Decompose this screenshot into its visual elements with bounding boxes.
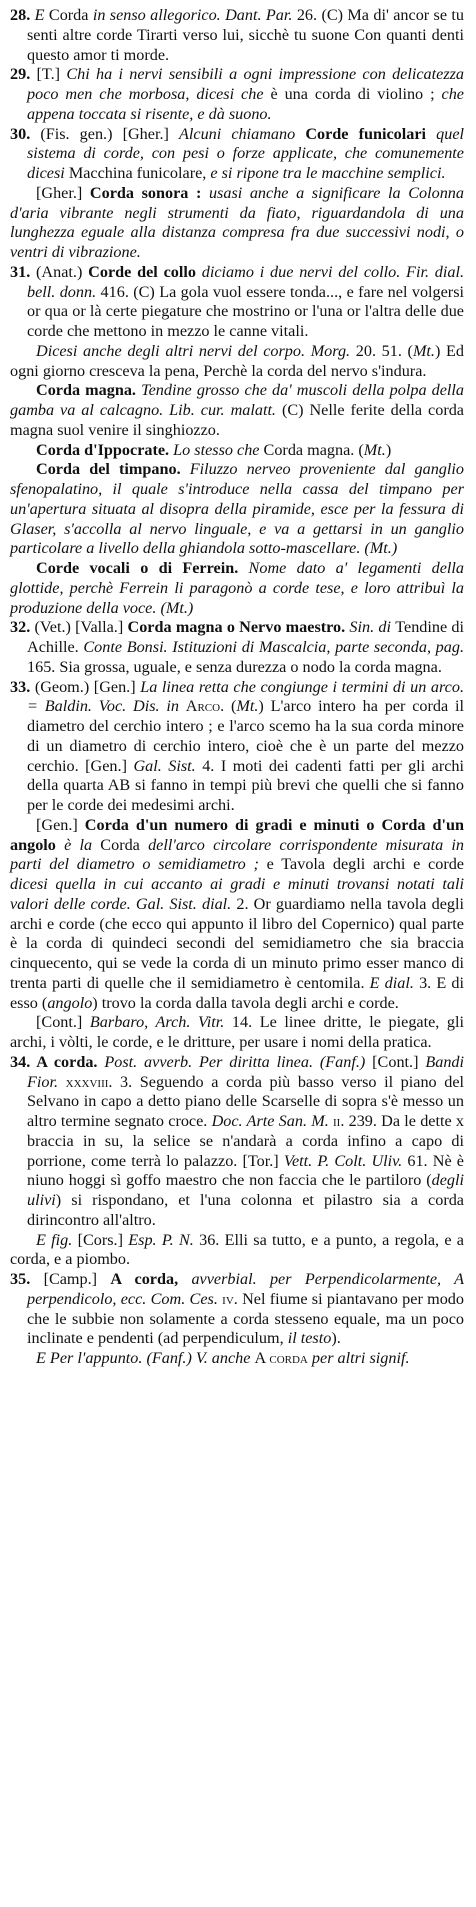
entry-text: Tendine di Achille. <box>27 618 464 656</box>
entry-text: 28. <box>10 6 35 24</box>
entry-text: Corde vocali o di Ferrein. <box>36 559 249 577</box>
entry-text: iv <box>222 1289 234 1308</box>
entry-text: [Cont.] <box>372 1052 426 1071</box>
entry-text: e si ripone tra le macchine semplici. <box>210 164 446 182</box>
entry-e28 <box>10 6 464 65</box>
entry-text: Corde funicolari <box>305 124 437 143</box>
entry-e31e <box>10 460 464 559</box>
entry-e31d <box>10 441 464 461</box>
entry-text: [Camp.] <box>43 1270 111 1288</box>
entry-text: ) Ed ogni giorno cresceva la pena, Perchè la corda del nervo s'indura. <box>10 341 464 380</box>
entry-text: usasi anche a significare la Colonna d'aria vibrante negli strumenti da fiato, riguardandola di una lunghezza eguale alla distanza compresa fra due successivi nodi, o ventri di vibrazione. <box>10 183 464 261</box>
entry-text: 34. A corda. <box>10 1052 105 1071</box>
entry-text: E dial. <box>369 973 420 992</box>
entry-text: [Cont.] <box>36 1013 90 1032</box>
entry-text: Esp. P. N. <box>128 1230 200 1249</box>
entry-text: Post. avverb. Per diritta linea. (Fanf.) <box>104 1052 373 1071</box>
entry-text: Corda magna o Nervo maestro. <box>127 618 350 637</box>
entry-text: A corda <box>254 1349 308 1367</box>
entry-e30b <box>10 184 464 263</box>
entry-text: 3. E di esso ( <box>10 973 464 1012</box>
entry-text: e Tavola degli archi e corde <box>266 855 464 874</box>
entry-text: Chi ha i nervi sensibili a ogni impressione con delicatezza poco men che morbosa, dicesi che <box>27 65 465 103</box>
entry-text: [Gher.] <box>36 183 90 202</box>
entry-text: 29. <box>10 65 37 84</box>
entry-text: Arco <box>185 697 221 716</box>
entry-text: avverbial. per Perpendicolarmente, A perpendicolo, ecc. Com. Ces. <box>27 1270 464 1308</box>
entry-text: degli ulivi <box>27 1171 464 1209</box>
entry-text: dell'arco circolare corrispondente misurata in parti del diametro o semidiametro ; <box>10 835 465 874</box>
entry-text: Tendine grosso che da' muscoli della polpa della gamba va al calcagno. Lib. cur. malatt. <box>10 381 464 419</box>
entry-e30 <box>10 125 464 184</box>
entry-text: angolo <box>47 993 93 1012</box>
entry-e33c <box>10 1013 464 1053</box>
entry-text: 35. <box>10 1270 44 1288</box>
entry-e32 <box>10 618 464 677</box>
entry-text: [Gen.] <box>36 815 85 834</box>
entry-text: (Fis. gen.) [Gher.] <box>40 124 179 143</box>
entry-e35b <box>10 1349 464 1369</box>
entry-text: Corda sonora : <box>89 183 209 202</box>
entry-text: . ( <box>220 697 237 716</box>
entry-text: [Cors.] <box>77 1230 129 1249</box>
entry-text: A corda, <box>110 1270 192 1288</box>
entry-text: Sin. di <box>349 618 396 637</box>
entry-text: . 239. Da le dette x braccia in su, la selice se n'andarà a corda infino a capo di porrione, come terrà lo palazzo. [Tor.] <box>27 1112 465 1170</box>
entry-e33 <box>10 678 464 816</box>
entry-text: 14. Le linee dritte, le piegate, gli archi, i vòlti, le corde, e le dritture, per usare i nomi della pratica. <box>10 1013 465 1051</box>
entry-text: che appena toccata si risente, e dà suono. <box>27 85 464 123</box>
entry-e31f <box>10 559 464 618</box>
entry-text: Barbaro, Arch. Vitr. <box>89 1013 232 1032</box>
entry-e34 <box>10 1053 464 1231</box>
entry-text: Lo stesso che <box>173 440 264 459</box>
entry-text: (C) Nelle ferite della corda magna suol venire il singhiozzo. <box>10 401 464 439</box>
entry-text: Mt. <box>412 341 435 360</box>
entry-text: 31. <box>10 262 37 281</box>
entry-text: ) si rispondano, et l'una colonna et pilastro sia a corda dirincontro all'altro. <box>27 1191 464 1229</box>
entry-text: Dicesi anche degli altri nervi del corpo. Morg. <box>36 341 356 360</box>
entry-text: Corda <box>48 6 93 24</box>
entry-text: (Anat.) <box>36 262 89 281</box>
entry-e35 <box>10 1270 464 1349</box>
entry-text: Corda d'un numero di gradi e minuti o Corda d'un angolo <box>10 815 465 854</box>
entry-text: quel sistema di corde, con pesi o forze applicate, che comunemente dicesi <box>27 124 464 182</box>
entry-e29 <box>10 65 464 124</box>
entry-text: Mt. <box>363 440 386 459</box>
entry-text: 20. 51. ( <box>355 341 413 360</box>
entry-e31c <box>10 381 464 440</box>
entry-text: . 3. Seguendo a corda più basso verso il piano del Selvano in capo a detto piano delle Scarselle di sopra s'è messo un altro termine segnato croce. <box>27 1072 465 1130</box>
entry-text: Macchina funicolare, <box>68 164 211 182</box>
entry-text: ) L'arco intero ha per corda il diametro del cerchio intero ; e l'arco scemo ha la sua corda minore di un diametro di cerchio intero, cioè che è un parte del mezzo cerchio. [Gen.] <box>27 697 465 775</box>
entry-text: Doc. Arte San. M. <box>211 1112 333 1130</box>
entry-text: ). <box>331 1329 341 1348</box>
entry-text: 416. (C) La gola vuol essere tonda..., e fare nel volgersi or qua or là certe piegature che mostrino or l'una or l'altra delle due corde che mettono in mezzo le canne vitali. <box>27 282 464 340</box>
entry-text: xxxviii <box>65 1072 109 1091</box>
entry-text: ii <box>333 1112 341 1130</box>
entry-text: Corda <box>100 835 149 854</box>
entry-text: per altri signif. <box>307 1349 410 1367</box>
entry-text: La linea retta che congiunge i termini di un arco. = Baldin. Voc. Dis. in <box>27 677 465 716</box>
entry-e33b <box>10 816 464 1014</box>
entry-text: 165. Sia grossa, uguale, e senza durezza o nodo la corda magna. <box>27 657 442 676</box>
entry-text: [T.] <box>36 65 67 84</box>
entry-text: 36. Elli sa tutto, e a punto, a regola, e a corda, e a piombo. <box>10 1230 464 1269</box>
entry-text: Alcuni chiamano <box>179 124 306 143</box>
entry-text: E <box>34 6 49 24</box>
entry-text: 30. <box>10 124 41 143</box>
entry-text: E fig. <box>36 1230 78 1249</box>
entry-text: Corda d'Ippocrate. <box>36 440 174 459</box>
entry-text: in senso allegorico. Dant. Par. <box>92 6 297 24</box>
entry-e34b <box>10 1231 464 1271</box>
entry-text: . Nel fiume si piantavano per modo che le subbie non solamente a corda stesseno equale, ma un poco inclinate e pendenti (ad perpendiculum, <box>27 1289 464 1348</box>
entry-text: è la <box>64 835 101 854</box>
entry-text: E Per l'appunto. (Fanf.) V. anche <box>36 1349 255 1367</box>
entry-text: (Vet.) [Valla.] <box>34 618 128 637</box>
entry-text: 2. Or guardiamo nella tavola degli archi e corde (che ecco qui appunto il libro del Copernico) qual parte è la corda di quindeci secondi del semidiametro che sia braccia cinquecento, qui se vede la corda di un minuto primo esser manco di trenta parti di quelle che il semidiametro è centomila. <box>10 894 464 992</box>
entry-text: Corda magna. <box>36 381 142 400</box>
entry-text: Filuzzo nerveo proveniente dal ganglio sfenopalatino, il quale s'introduce nella cassa del timpano per un'apertura situata al disopra della piramide, esce per la fessura di Glaser, s'accolla al nervo linguale, e va a gettarsi in un ganglio particolare a livello della ghiandola sotto-mascellare. (Mt.) <box>10 460 464 558</box>
entry-text: è una corda di violino ; <box>270 85 442 103</box>
entry-text: Vett. P. Colt. Uliv. <box>283 1151 408 1170</box>
entry-text: dicesi quella in cui accanto ai gradi e minuti trovansi notati tali valori delle corde. Gal. Sist. dial. <box>10 875 464 913</box>
entry-text: il testo <box>287 1329 332 1348</box>
entry-text: 32. <box>10 618 35 637</box>
entry-text: Gal. Sist. <box>133 756 203 775</box>
entry-e31 <box>10 263 464 342</box>
entry-text: ) <box>385 440 392 459</box>
entry-e31b <box>10 342 464 382</box>
entry-text: ) trovo la corda dalla tavola degli archi e corde. <box>92 993 399 1012</box>
entry-text: 26. (C) Ma di' ancor se tu senti altre corde Tirarti verso lui, sicchè tu suone Con quanti denti questo amor ti morde. <box>27 6 465 64</box>
entry-text: Corda del timpano. <box>36 460 190 479</box>
entry-text: Bandi Fior. <box>27 1052 465 1091</box>
entry-text: 4. I moti dei cadenti fatti per gli archi della quarta AB si fanno in tempi più brevi che quelli che si fanno per le corde dei medesimi archi. <box>27 756 464 814</box>
entry-text: Mt. <box>236 697 259 716</box>
entry-text: Nome dato a' legamenti della glottide, perchè Ferrein li paragonò a corde tese, e loro attribuì la produzione della voce. (Mt.) <box>10 559 464 617</box>
entry-text: 61. Nè è niuno hoggi sì goffo maestro che non faccia che le partiloro ( <box>27 1151 464 1190</box>
entry-text: Conte Bonsi. Istituzioni di Mascalcia, parte seconda, pag. <box>83 638 464 656</box>
entry-text: Corde del collo <box>88 262 202 281</box>
entry-text: diciamo i due nervi del collo. Fir. dial. bell. donn. <box>27 262 465 301</box>
entry-text: (Geom.) [Gen.] <box>34 677 141 696</box>
entry-text: 33. <box>10 677 35 696</box>
entry-text: Corda magna. ( <box>263 440 364 459</box>
